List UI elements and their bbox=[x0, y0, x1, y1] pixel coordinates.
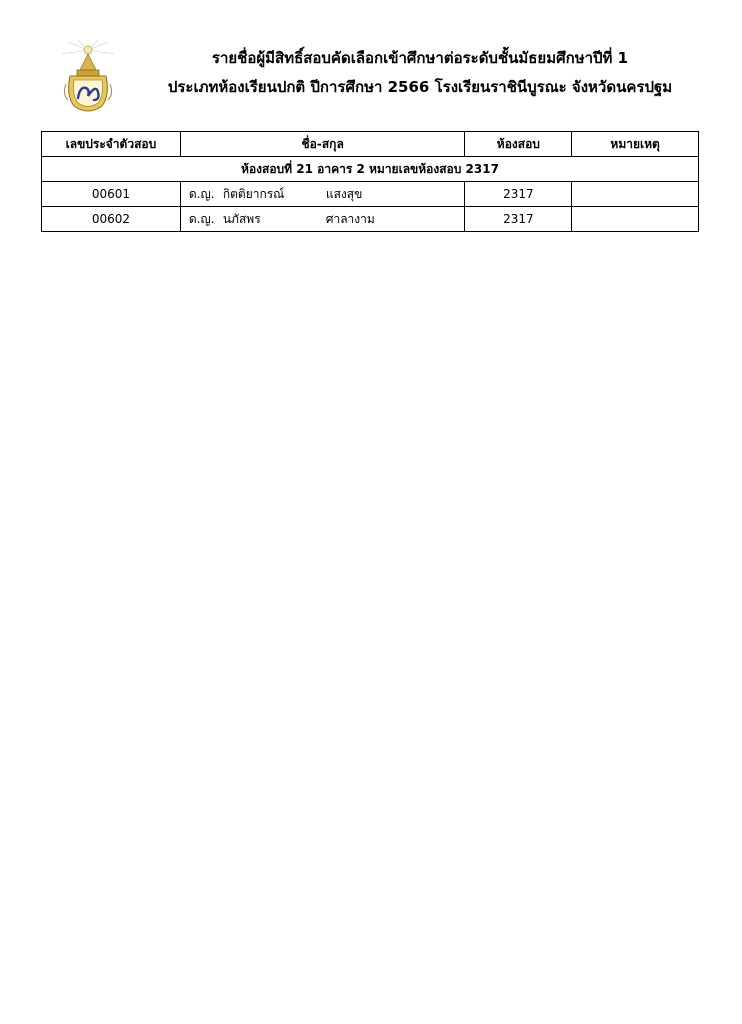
remark bbox=[572, 182, 699, 207]
name-prefix: ด.ญ. bbox=[188, 211, 215, 226]
table-row bbox=[42, 207, 699, 232]
candidate-id: 00602 bbox=[42, 207, 181, 232]
column-header-note: หมายเหตุ bbox=[572, 132, 699, 157]
exam-room-group-row bbox=[42, 157, 699, 182]
last-name: ศาลางาม bbox=[325, 211, 375, 226]
remark bbox=[572, 207, 699, 232]
candidate-id: 00601 bbox=[42, 182, 181, 207]
table-header-row bbox=[42, 132, 699, 157]
column-header-room: ห้องสอบ bbox=[465, 132, 572, 157]
column-header-name: ชื่อ-สกุล bbox=[180, 132, 465, 157]
exam-room-group-label: ห้องสอบที่ 21 อาคาร 2 หมายเลขห้องสอบ 2317 bbox=[42, 157, 699, 182]
document-header bbox=[140, 44, 700, 102]
candidate-name bbox=[180, 207, 465, 232]
column-header-id: เลขประจำตัวสอบ bbox=[42, 132, 181, 157]
exam-room: 2317 bbox=[465, 207, 572, 232]
document-title: รายชื่อผู้มีสิทธิ์สอบคัดเลือกเข้าศึกษาต่อระดับชั้นมัธยมศึกษาปีที่ 1 bbox=[211, 49, 629, 67]
first-name: กิตติยากรณ์ bbox=[222, 186, 285, 201]
candidate-table bbox=[41, 131, 699, 232]
name-prefix: ด.ญ. bbox=[188, 186, 215, 201]
candidate-name bbox=[180, 182, 465, 207]
table-row bbox=[42, 182, 699, 207]
school-emblem-icon bbox=[60, 40, 116, 118]
first-name: นภัสพร bbox=[222, 211, 261, 226]
last-name: แสงสุข bbox=[325, 186, 363, 201]
exam-room: 2317 bbox=[465, 182, 572, 207]
document-subtitle: ประเภทห้องเรียนปกติ ปีการศึกษา 2566 โรงเรียนราชินีบูรณะ จังหวัดนครปฐม bbox=[167, 78, 673, 96]
